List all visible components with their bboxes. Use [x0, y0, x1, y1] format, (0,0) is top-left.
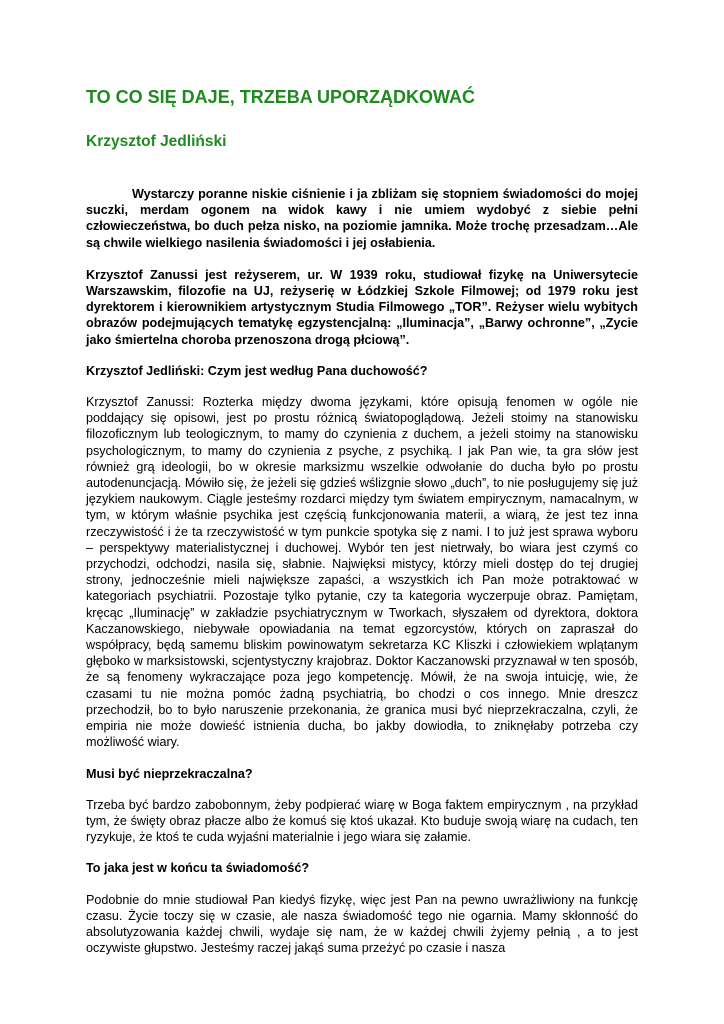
intro-paragraph: Krzysztof Zanussi jest reżyserem, ur. W 1939 roku, studiował fizykę na Uniwersytecie Warszawskim, filozofie na UJ, reżyserię w Łódzkiej Szkole Filmowej; od 1979 roku jest dyrektorem i kierownikiem artystycznym Studia Filmowego „TOR”. Reżyser wielu wybitych obrazów podejmujących tematykę egzystencjalną: „Iluminacja”, „Barwy ochronne”, „Zycie jako śmiertelna choroba przenoszona drogą płciową”. [86, 267, 638, 347]
question-2: Musi być nieprzekraczalna? [86, 766, 253, 781]
lead-paragraph: Wystarczy poranne niskie ciśnienie i ja zbliżam się stopniem świadomości do mojej suczki, merdam ogonem na widok kawy i nie umiem wydobyć z siebie pełni człowieczeństwa, bo duch pełza nisko, na poziomie jamnika. Może trochę przesadzam…Ale są chwile wielkiego nasilenia świadomości i jej osłabienia. [86, 187, 638, 250]
question-1: Krzysztof Jedliński: Czym jest według Pana duchowość? [86, 363, 428, 378]
answer-1: Krzysztof Zanussi: Rozterka między dwoma językami, które opisują fenomen w ogóle nie poddający się opisowi, jest po prostu różnicą światopoglądową. Jeżeli stoimy na stanowisku filozoficznym lub teologicznym, to mamy do czynienia z duchem, a jeżeli stoimy na stanowisku psychologicznym, to mamy do czynienia z psyche, z psychiką. I jak Pan wie, ta gra słów jest również grą ideologii, bo w okresie marksizmu wszelkie odwołanie do ducha było po prostu autodenuncjacją. Mówiło się, że jeżeli się gdzieś wślizgnie słowo „duch”, to nie posługujemy się już językiem naukowym. Ciągle jesteśmy rozdarci między tym światem empirycznym, namacalnym, w tym, w którym właśnie psychika jest częścią funkcjonowania materii, a wiarą, że jest tez inna rzeczywistość i że ta rzeczywistość w tym punkcie spotyka się z nami. I to już jest sprawa wyboru – perspektywy materialistycznej i duchowej. Wybór ten jest nietrwały, bo wiara jest czymś co przychodzi, odchodzi, nasila się, słabnie. Najwięksi mistycy, którzy mieli dostęp do tej drugiej strony, jednocześnie mieli największe zapaści, a wszystkich ich Pan może potraktować w kategoriach psychiatrii. Pozostaje tylko pytanie, czy ta kategoria wyczerpuje obraz. Pamiętam, kręcąc „Iluminację” w zakładzie psychiatrycznym w Tworkach, słyszałem od dyrektora, doktora Kaczanowskiego, niebywałe opowiadania na temat egzorcystów, których on zapraszał do współpracy, będą samemu bliskim powinowatym sekretarza KC Kliszki i człowiekiem wplątanym głęboko w marksistowski, scjentystyczny krajobraz. Doktor Kaczanowski przyznawał w ten sposób, że są fenomeny wykraczające poza jego kompetencję. Mówił, że na swoja intuicję, wie, że czasami tu nie można pomóc żadną psychiatrią, bo chodzi o cos innego. Mnie dreszcz przechodził, bo to było naruszenie przekonania, że granica musi być nieprzekraczalna, czyli, że empiria nie może dowieść istnienia ducha, bo jakby dowiodła, to zniknęłaby potrzeba czy możliwość wiary. [86, 395, 638, 750]
question-3: To jaka jest w końcu ta świadomość? [86, 861, 310, 876]
document-page [86, 86, 638, 956]
answer-2: Trzeba być bardzo zabobonnym, żeby podpierać wiarę w Boga faktem empirycznym , na przykład tym, że święty obraz płacze albo że komuś się ktoś ukazał. Kto buduje swoją wiarę na cudach, ten ryzykuje, że ktoś te cuda wyjaśni materialnie i jego wiara się załamie. [86, 797, 638, 845]
author-name: Krzysztof Jedliński [86, 133, 227, 150]
article-title: TO CO SIĘ DAJE, TRZEBA UPORZĄDKOWAĆ [86, 87, 476, 107]
answer-3: Podobnie do mnie studiował Pan kiedyś fizykę, więc jest Pan na pewno uwrażliwiony na funkcję czasu. Życie toczy się w czasie, ale nasza świadomość tego nie ogarnia. Mamy skłonność do absolutyzowania każdej chwili, wydaje się nam, że w każdej chwili żyjemy pełnią , a to jest oczywiste głupstwo. Jesteśmy raczej jakąś suma przeżyć po czasie i nasza [86, 892, 638, 956]
